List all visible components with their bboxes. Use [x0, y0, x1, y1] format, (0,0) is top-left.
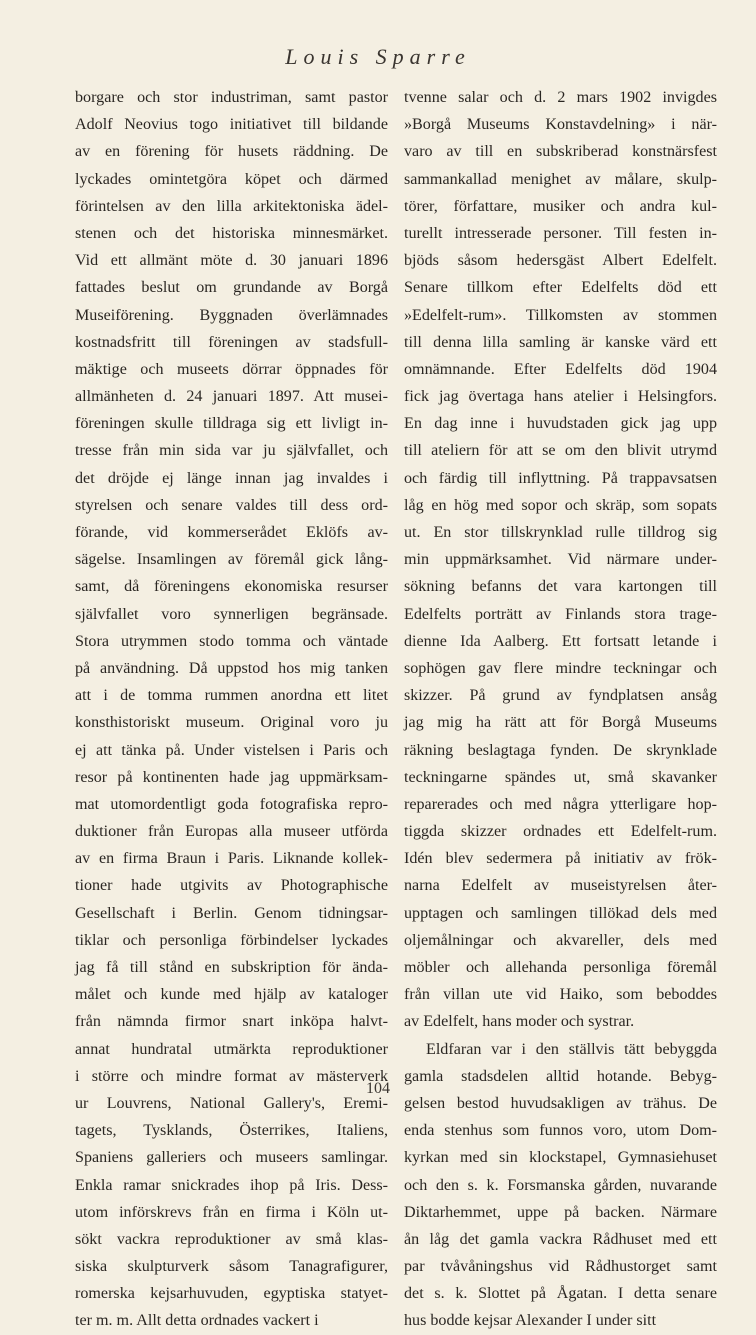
- text-line: sammankallad menighet av målare, skulp-: [404, 170, 717, 188]
- text-line: Adolf Neovius togo initiativet till bildande: [75, 116, 388, 134]
- text-line: teckningarne spändes ut, små skavanker: [404, 768, 717, 786]
- page-number: 104: [366, 1080, 390, 1097]
- text-line: upptagen och samlingen tillökad dels med: [404, 904, 717, 922]
- text-line: mat utomordentligt goda fotografiska repro-: [75, 795, 388, 813]
- text-line: skizzer. På grund av fyndplatsen ansåg: [404, 687, 717, 705]
- text-line: Edelfelts porträtt av Finlands stora trage-: [404, 605, 717, 623]
- text-line: tvenne salar och d. 2 mars 1902 invigdes: [404, 89, 717, 106]
- text-line: samt, då föreningens ekonomiska resurser: [75, 578, 388, 596]
- text-line: och den s. k. Forsmanska gården, nuvarande: [404, 1176, 717, 1194]
- text-line: oljemålningar och akvareller, dels med: [404, 931, 717, 949]
- text-line: förintelsen av den lilla arkitektoniska ädel-: [75, 197, 388, 215]
- text-line: Spaniens galleriers och museers samlingar.: [75, 1149, 388, 1167]
- text-line: från nämnda firmor snart inköpa halvt-: [75, 1013, 388, 1031]
- text-line: ur Louvrens, National Gallery's, Eremi-: [75, 1094, 388, 1112]
- text-line: det dröjde ej länge innan jag invaldes i: [75, 469, 388, 487]
- text-line: Eldfaran var i den ställvis tätt bebyggda: [426, 1040, 717, 1058]
- text-line: jag få till stånd en subskription för ända-: [75, 959, 388, 976]
- text-line: En dag inne i huvudstaden gick jag upp: [404, 415, 717, 433]
- text-line: gamla stadsdelen alltid hotande. Bebyg-: [404, 1067, 717, 1085]
- text-line: sökning befanns det vara kartongen till: [404, 578, 717, 596]
- running-head: Louis Sparre: [285, 44, 471, 69]
- text-line: av en firma Braun i Paris. Liknande kollek-: [75, 850, 388, 868]
- text-line: och färdig till inflyttning. På trappavsatsen: [404, 469, 717, 487]
- text-line: förande, vid kommerserådet Eklöfs av-: [75, 524, 388, 541]
- text-line: tiklar och personliga förbindelser lyckades: [75, 931, 388, 949]
- text-line: till denna lilla samling är kanske värd ett: [404, 333, 717, 351]
- text-line: narna Edelfelt av museistyrelsen åter-: [404, 877, 717, 895]
- text-line: av Edelfelt, hans moder och systrar.: [404, 1013, 635, 1031]
- text-line: stenen och det historiska minnesmärket.: [75, 224, 388, 242]
- text-line: lyckades omintetgöra köpet och därmed: [75, 170, 388, 188]
- text-line: utom införskrevs från en firma i Köln ut-: [75, 1203, 388, 1221]
- text-line: Stora utrymmen stodo tomma och väntade: [75, 632, 388, 650]
- text-line: möbler och allehanda personliga föremål: [404, 959, 717, 976]
- text-column-right: [404, 84, 717, 1335]
- text-line: sägelse. Insamlingen av föremål gick lång-: [75, 551, 388, 569]
- text-line: kostnadsfritt till föreningen av stadsfull-: [75, 333, 388, 351]
- text-column-left: [75, 84, 388, 1335]
- text-line: tresse från min sida var ju självfallet, och: [75, 442, 388, 460]
- text-line: hus bodde kejsar Alexander I under sitt: [404, 1312, 657, 1330]
- text-line: styrelsen och senare valdes till dess ord-: [75, 496, 388, 514]
- text-line: Gesellschaft i Berlin. Genom tidningsar-: [75, 904, 388, 922]
- text-line: låg en hög med sopor och skräp, som sopats: [404, 496, 717, 514]
- text-line: borgare och stor industriman, samt pastor: [75, 89, 388, 106]
- text-line: till ateliern för att se om den blivit utrymd: [404, 442, 717, 460]
- text-line: föreningen skulle tilldraga sig ett livligt in-: [75, 415, 388, 433]
- text-line: Enkla ramar snickrades ihop på Iris. Dess-: [75, 1176, 388, 1194]
- text-line: Museiförening. Byggnaden överlämnades: [75, 306, 388, 324]
- text-line: Senare tillkom efter Edelfelts död ett: [404, 279, 717, 297]
- text-line: omnämnande. Efter Edelfelts död 1904: [404, 360, 717, 378]
- text-line: romerska kejsarhuvuden, egyptiska statyet-: [75, 1285, 388, 1303]
- text-line: tioner hade utgivits av Photographische: [75, 877, 388, 895]
- text-line: att i de tomma rummen anordna ett litet: [75, 687, 388, 705]
- text-line: i större och mindre format av mästerverk: [75, 1067, 388, 1085]
- text-line: enda stenhus som funnos voro, utom Dom-: [404, 1122, 717, 1140]
- text-line: siska skulpturverk såsom Tanagrafigurer,: [75, 1258, 388, 1276]
- text-line: par tvåvåningshus vid Rådhustorget samt: [404, 1258, 717, 1276]
- text-line: kyrkan med sin klockstapel, Gymnasiehuset: [404, 1149, 717, 1167]
- text-line: resor på kontinenten hade jag uppmärksam-: [75, 768, 388, 786]
- text-line: bjöds såsom hedersgäst Albert Edelfelt.: [404, 252, 717, 270]
- text-line: reparerades och med några ytterligare hop-: [404, 795, 717, 813]
- text-line: »Edelfelt-rum». Tillkomsten av stommen: [404, 306, 717, 324]
- text-line: ån låg det gamla vackra Rådhuset med ett: [404, 1230, 717, 1248]
- text-line: sökt vackra reproduktioner av små klas-: [75, 1230, 388, 1248]
- text-line: varo av till en subskriberad konstnärsfest: [404, 143, 717, 161]
- text-line: fattades beslut om grundande av Borgå: [75, 279, 388, 297]
- text-line: fick jag övertaga hans atelier i Helsingfors.: [404, 388, 717, 406]
- text-line: »Borgå Museums Konstavdelning» i när-: [404, 116, 717, 134]
- text-line: tiggda skizzer ordnades ett Edelfelt-rum.: [404, 823, 717, 841]
- text-line: dienne Ida Aalberg. Ett fortsatt letande i: [404, 632, 717, 650]
- text-line: Diktarhemmet, uppe på backen. Närmare: [404, 1203, 717, 1221]
- text-line: min uppmärksamhet. Vid närmare under-: [404, 551, 717, 569]
- text-line: det s. k. Slottet på Ågatan. I detta senare: [404, 1285, 717, 1303]
- text-line: gelsen bestod huvudsakligen av trähus. De: [404, 1094, 717, 1112]
- text-line: allmänheten d. 24 januari 1897. Att musei-: [75, 388, 388, 406]
- text-line: jag mig ha rätt att för Borgå Museums: [404, 714, 717, 732]
- text-line: turellt intresserade personer. Till festen in-: [404, 224, 717, 242]
- text-line: konsthistoriskt museum. Original voro ju: [75, 714, 388, 732]
- text-line: duktioner från Europas alla museer utförda: [75, 823, 388, 841]
- text-line: sophögen gav flere mindre teckningar och: [404, 659, 717, 677]
- text-line: ej att tänka på. Under vistelsen i Paris och: [75, 741, 388, 759]
- text-line: Idén blev sedermera på initiativ av frök-: [404, 850, 717, 868]
- text-line: Vid ett allmänt möte d. 30 januari 1896: [75, 252, 388, 270]
- text-line: törer, författare, musiker och andra kul-: [404, 197, 717, 215]
- text-line: självfallet voro synnerligen begränsade.: [75, 605, 388, 623]
- text-line: ter m. m. Allt detta ordnades vackert i: [75, 1312, 319, 1330]
- text-line: räkning beslagtaga fynden. De skrynklade: [404, 741, 717, 759]
- text-line: målet och kunde med hjälp av kataloger: [75, 986, 388, 1004]
- text-line: på användning. Då uppstod hos mig tanken: [75, 659, 388, 677]
- text-line: från villan ute vid Haiko, som beboddes: [404, 986, 717, 1004]
- text-line: tagets, Tysklands, Österrikes, Italiens,: [75, 1122, 388, 1140]
- text-line: ut. En stor tillskrynklad rulle tilldrog sig: [404, 524, 717, 541]
- text-line: mäktige och museets dörrar öppnades för: [75, 360, 388, 378]
- text-line: av en förening för husets räddning. De: [75, 143, 388, 161]
- text-line: annat hundratal utmärkta reproduktioner: [75, 1040, 388, 1058]
